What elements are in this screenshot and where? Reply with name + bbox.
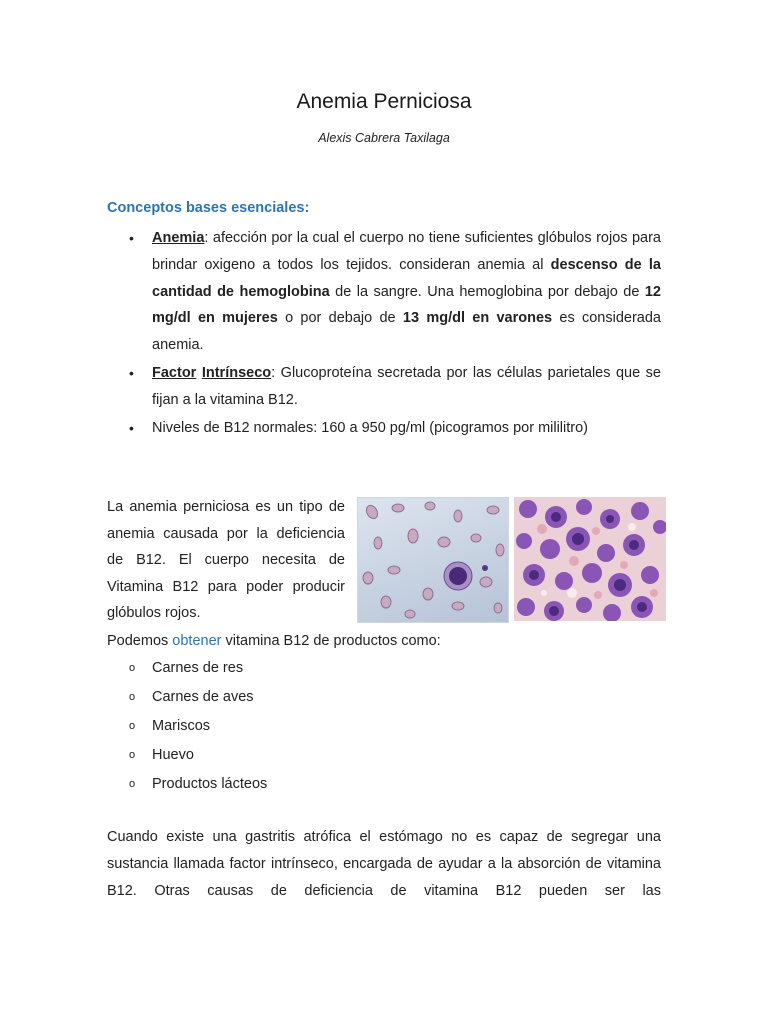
- list-item-factor: [107, 360, 661, 414]
- circle-bullet-icon: o: [129, 720, 136, 732]
- factor-text: : Glucoproteína secretada por las células parietales que se fijan a la vitamina B12.: [152, 364, 662, 408]
- food-label: Mariscos: [152, 718, 211, 734]
- anemia-bold-2: 12 mg/dl en mujeres: [152, 283, 661, 327]
- foods-list: [107, 654, 267, 799]
- list-item-anemia: [107, 225, 661, 359]
- anemia-text-3: o por debajo de: [277, 310, 403, 327]
- podemos-before: Podemos: [107, 633, 173, 649]
- anemia-text-2: de la sangre. Una hemoglobina por debajo de: [329, 283, 645, 300]
- anemia-bold-3: 13 mg/dl en varones: [402, 310, 553, 327]
- document-author: Alexis Cabrera Taxilaga: [318, 131, 450, 145]
- term-intrinseco: Intrínseco: [201, 364, 272, 381]
- bullet-icon: •: [129, 364, 134, 381]
- food-label: Carnes de aves: [152, 689, 254, 705]
- anemia-bold-1: descenso de la cantidad de hemoglobina: [152, 256, 661, 300]
- document-title: Anemia Perniciosa: [296, 90, 472, 113]
- food-label: Productos lácteos: [152, 776, 268, 792]
- list-item: [107, 683, 267, 712]
- anemia-text-4: es considerada anemia.: [152, 310, 661, 354]
- list-item: [107, 654, 267, 683]
- podemos-after: vitamina B12 de productos como:: [221, 633, 441, 649]
- bullet-icon: •: [129, 419, 134, 436]
- circle-bullet-icon: o: [129, 778, 136, 790]
- gastritis-paragraph: Cuando existe una gastritis atrófica el estómago no es capaz de segregar una sustancia llamada factor intrínseco, encargada de ayudar a la absorción de vitamina B12. Otras causas de deficiencia de vitamina B12 pueden ser las: [107, 829, 661, 899]
- list-item: [107, 741, 267, 770]
- niveles-text: Niveles de B12 normales: 160 a 950 pg/ml (picogramos por mililitro): [152, 419, 588, 436]
- podemos-line: [107, 628, 441, 654]
- list-item-niveles: [107, 415, 661, 442]
- list-item: [107, 712, 267, 741]
- intro-paragraph: La anemia perniciosa es un tipo de anemia causada por la deficiencia de B12. El cuerpo necesita de Vitamina B12 para poder producir glóbulos rojos.: [107, 499, 345, 622]
- term-factor: Factor: [152, 364, 197, 381]
- circle-bullet-icon: o: [129, 662, 136, 674]
- blood-smear-image: [357, 497, 509, 623]
- bone-marrow-image: [514, 497, 666, 621]
- obtener-link[interactable]: obtener: [172, 633, 222, 649]
- list-item: [107, 770, 267, 799]
- concepts-list: [107, 225, 661, 442]
- food-label: Carnes de res: [152, 660, 244, 676]
- term-anemia: Anemia: [152, 230, 205, 246]
- food-label: Huevo: [152, 747, 194, 763]
- section-heading: Conceptos bases esenciales:: [107, 200, 310, 216]
- anemia-text-1: : afección por la cual el cuerpo no tiene suficientes glóbulos rojos para brindar oxigeno a todos los tejidos. consideran anemia al: [152, 230, 661, 273]
- bullet-icon: •: [129, 230, 134, 246]
- circle-bullet-icon: o: [129, 749, 136, 761]
- circle-bullet-icon: o: [129, 691, 136, 703]
